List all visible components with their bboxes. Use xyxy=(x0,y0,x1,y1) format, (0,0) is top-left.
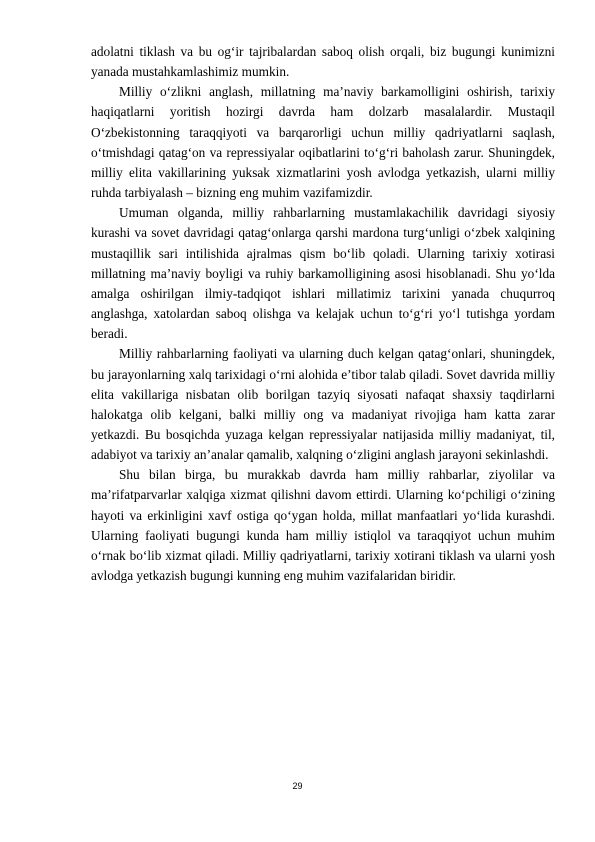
page-number: 29 xyxy=(292,781,303,791)
paragraph: Umuman olganda, milliy rahbarlarning mustamlakachilik davridagi siyosiy kurashi va sovet davridagi qatag‘onlarga qarshi mardona turg‘unligi o‘zbek xalqining mustaqillik sari intilishida ajralmas qism bo‘lib qoladi. Ularning tarixiy xotirasi millatning ma’naviy boyligi va ruhiy barkamolligining asosi hisoblanadi. Shu yo‘lda amalga oshirilgan ilmiy-tadqiqot ishlari millatimiz tarixini yanada chuqurroq anglashga, xatolardan saboq olishga va kelajak uchun to‘g‘ri yo‘l tutishga yordam beradi. xyxy=(91,205,555,342)
paragraph: Shu bilan birga, bu murakkab davrda ham milliy rahbarlar, ziyolilar va ma’rifatparvarlar xalqiga xizmat qilishni davom ettirdi. Ularning ko‘pchiligi o‘zining hayoti va erkinligini xavf ostiga qo‘ygan holda, millat manfaatlari yo‘lida kurashdi. Ularning faoliyati bugungi kunda ham milliy istiqlol va taraqqiyot uchun muhim o‘rnak bo‘lib xizmat qiladi. Milliy qadriyatlarni, tarixiy xotirani tiklash va ularni yosh avlodga yetkazish bugungi kunning eng muhim vazifalaridan biridir. xyxy=(91,467,555,584)
body-text xyxy=(91,42,555,586)
paragraph: adolatni tiklash va bu og‘ir tajribalardan saboq olish orqali, biz bugungi kunimizni yanada mustahkamlashimiz mumkin. xyxy=(91,44,555,80)
paragraph: Milliy rahbarlarning faoliyati va ularning duch kelgan qatag‘onlari, shuningdek, bu jarayonlarning xalq tarixidagi o‘rni alohida e’tibor talab qiladi. Sovet davrida milliy elita vakillariga nisbatan olib borilgan tazyiq siyosati nafaqat shaxsiy taqdirlarni halokatga olib kelgani, balki milliy ong va madaniyat rivojiga ham katta zarar yetkazdi. Bu bosqichda yuzaga kelgan repressiyalar natijasida milliy madaniyat, til, adabiyot va tarixiy an’analar qamalib, xalqning o‘zligini anglash jarayoni sekinlashdi. xyxy=(91,346,555,463)
paragraph: Milliy o‘zlikni anglash, millatning ma’naviy barkamolligini oshirish, tarixiy haqiqatlarni yoritish hozirgi davrda ham dolzarb masalalardir. Mustaqil O‘zbekistonning taraqqiyoti va barqarorligi uchun milliy qadriyatlarni saqlash, o‘tmishdagi qatag‘on va repressiyalar oqibatlarini to‘g‘ri baholash zarur. Shuningdek, milliy elita vakillarining yuksak xizmatlarini yosh avlodga yetkazish, ularni milliy ruhda tarbiyalash – bizning eng muhim vazifamizdir. xyxy=(91,84,555,201)
